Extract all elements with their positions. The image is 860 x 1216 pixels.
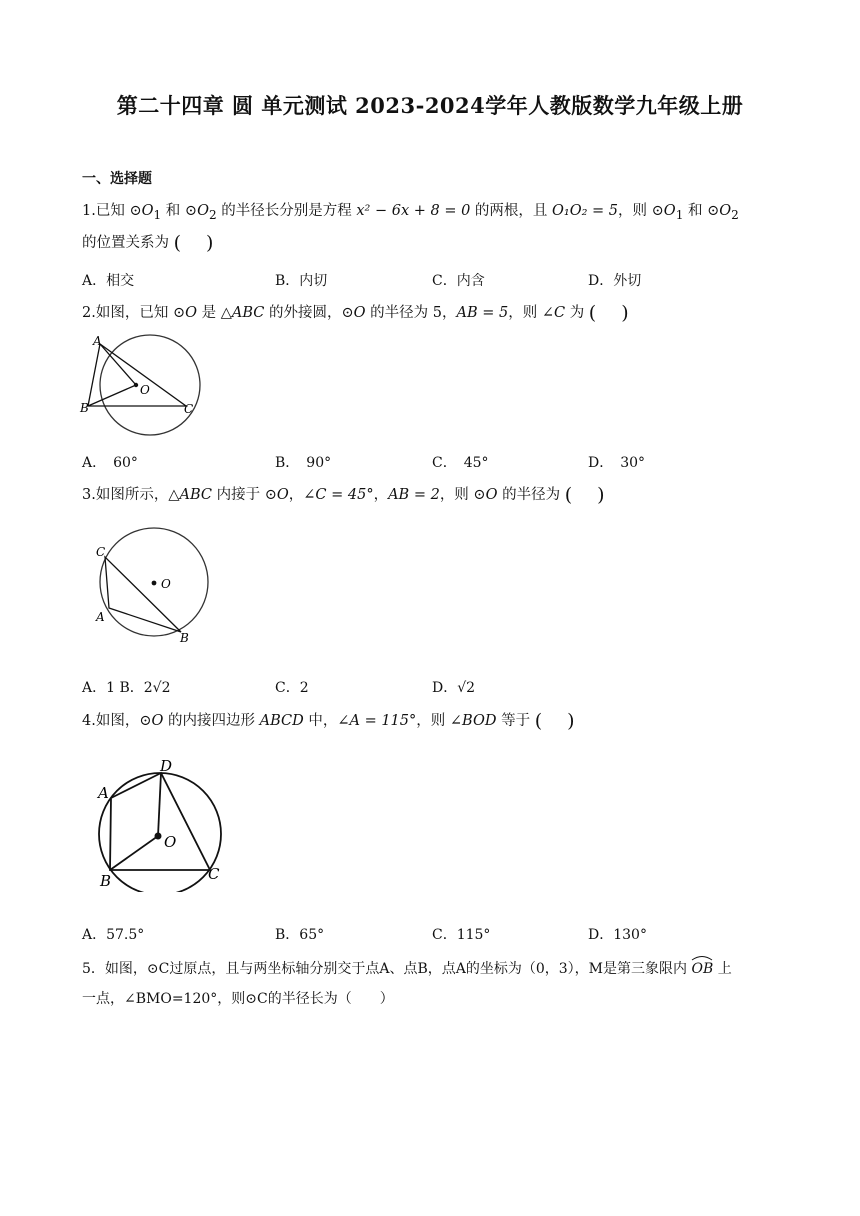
- q2-text-5: ，则: [508, 305, 538, 321]
- q4-text-3: 中，: [308, 713, 338, 729]
- question-number: 1.: [82, 203, 96, 219]
- answer-blank: ( ): [588, 302, 629, 324]
- circle-name: ⊙O: [264, 487, 289, 503]
- question-1-line-2: [82, 232, 213, 254]
- circle-name: ⊙O: [473, 487, 498, 503]
- q4-text-1: 如图，: [95, 713, 140, 729]
- q4-option-d: D．130°: [588, 927, 647, 943]
- question-4-line: [82, 710, 575, 732]
- q2-text-4: 的半径为 5，: [370, 305, 457, 321]
- q4-option-b: B．65°: [275, 927, 325, 943]
- angle-expression: ∠C = 45°: [303, 487, 374, 503]
- q2-text-3: 的外接圆，: [268, 305, 342, 321]
- label-c: C: [208, 865, 220, 883]
- q1-text-2: 的半径长分别是方程: [221, 203, 352, 219]
- radius-od: [158, 773, 161, 836]
- separator: ，: [288, 487, 304, 503]
- arc-mark: [691, 955, 713, 961]
- q3-text-3: ，则: [439, 487, 469, 503]
- quadrilateral-name: ABCD: [259, 713, 304, 729]
- arc-ob: [691, 958, 713, 980]
- question-5-line-1: [82, 958, 732, 980]
- subscript: 2: [208, 207, 217, 222]
- label-o: O: [161, 577, 171, 591]
- answer-blank: ( ): [173, 232, 214, 254]
- page-title: 第二十四章 圆 单元测试 2023-2024学年人教版数学九年级上册: [116, 93, 744, 118]
- q1-and: 和: [165, 203, 181, 219]
- label-a: A: [93, 334, 102, 348]
- q1-option-b: B．内切: [275, 273, 328, 289]
- q3-figure: [92, 526, 214, 644]
- section-heading: 一、选择题: [82, 171, 152, 187]
- angle-name: ∠BOD: [449, 713, 497, 729]
- q1-text-1: 已知: [95, 203, 125, 219]
- circle-symbol: ⊙: [184, 203, 198, 219]
- subscript: 1: [675, 207, 684, 222]
- radius-ob: [110, 836, 158, 870]
- circle-name: O: [719, 203, 732, 219]
- label-d: D: [160, 757, 173, 775]
- circle-name: O: [663, 203, 676, 219]
- q1-option-d: D．外切: [588, 273, 642, 289]
- arc-name: OB: [691, 961, 714, 977]
- label-c: C: [96, 545, 106, 559]
- q3-option-d: D．√2: [432, 680, 476, 696]
- label-b: B: [80, 401, 89, 415]
- q1-option-c: C．内含: [432, 273, 485, 289]
- q3-text-1: 如图所示，: [95, 487, 169, 503]
- circle-symbol: ⊙: [651, 203, 664, 219]
- q1-text-4: ，则: [618, 203, 648, 219]
- segment-length: AB = 2: [388, 487, 440, 503]
- circumcircle: [100, 335, 200, 435]
- circle-name: ⊙O: [172, 305, 197, 321]
- question-5-line-2: 一点，∠BMO=120°，则⊙C的半径长为（ ）: [82, 991, 394, 1007]
- q3-option-a-b: A．1 B．2√2: [82, 680, 171, 696]
- q2-option-c: C． 45°: [432, 455, 489, 471]
- circle-name: O: [141, 203, 154, 219]
- q2-option-a: A． 60°: [82, 455, 138, 471]
- center-point: [155, 833, 162, 840]
- label-c: C: [184, 402, 194, 416]
- subscript: 1: [153, 207, 162, 222]
- q2-option-b: B． 90°: [275, 455, 332, 471]
- label-o: O: [140, 383, 150, 397]
- circle-symbol: ⊙: [129, 203, 142, 219]
- segment-length: AB = 5: [456, 305, 509, 321]
- center-point: [152, 581, 157, 586]
- q2-text-6: 为: [569, 305, 585, 321]
- angle-expression: ∠A = 115°: [337, 713, 417, 729]
- label-o: O: [164, 833, 177, 851]
- q4-text-2: 的内接四边形: [168, 713, 255, 729]
- answer-blank: ( ): [564, 484, 605, 506]
- angle-name: ∠C: [541, 305, 566, 321]
- label-b: B: [100, 872, 112, 890]
- subscript: 2: [731, 207, 739, 222]
- q1-and: 和: [687, 203, 703, 219]
- circle-name: ⊙O: [341, 305, 366, 321]
- q5-text-1: 5．如图，⊙C过原点，且与两坐标轴分别交于点A、点B，点A的坐标为（0，3），M是第三象限内: [82, 961, 688, 977]
- q4-option-a: A．57.5°: [82, 927, 145, 943]
- q4-text-4: ，则: [416, 713, 446, 729]
- label-b: B: [180, 631, 189, 644]
- triangle-abc: [88, 344, 186, 406]
- question-number: 2.: [82, 305, 96, 321]
- question-number: 3.: [82, 487, 96, 503]
- label-a: A: [98, 784, 109, 802]
- center-point: [134, 383, 138, 387]
- q2-figure: [78, 332, 218, 440]
- q2-text-1: 如图，已知: [95, 305, 169, 321]
- q3-text-2: 内接于: [216, 487, 261, 503]
- label-a: A: [96, 610, 105, 624]
- equation: x² − 6x + 8 = 0: [356, 203, 471, 219]
- circle-name: ⊙O: [139, 713, 164, 729]
- question-number: 4.: [82, 713, 96, 729]
- q4-option-c: C．115°: [432, 927, 491, 943]
- answer-blank: ( ): [534, 710, 575, 732]
- q1-text-3: 的两根，且: [474, 203, 548, 219]
- q3-option-c: C．2: [275, 680, 309, 696]
- triangle-name: △ABC: [220, 305, 265, 321]
- radius-ob: [88, 385, 136, 406]
- q2-text-2: 是: [201, 305, 217, 321]
- q1-text-5: 的位置关系为: [82, 235, 169, 251]
- radius-oa: [100, 344, 136, 385]
- q1-option-a: A．相交: [82, 273, 135, 289]
- question-3-line: [82, 484, 605, 506]
- circle-name: O: [197, 203, 209, 219]
- distance-expression: O₁O₂ = 5: [552, 203, 619, 219]
- question-1-line-1: [82, 200, 739, 226]
- q2-option-d: D． 30°: [588, 455, 646, 471]
- q4-text-5: 等于: [501, 713, 531, 729]
- q5-text-2: 上: [717, 961, 732, 977]
- circle-symbol: ⊙: [707, 203, 720, 219]
- q3-text-4: 的半径为: [502, 487, 561, 503]
- question-2-line: [82, 302, 629, 324]
- triangle-name: △ABC: [168, 487, 212, 503]
- q4-figure: [92, 752, 232, 892]
- separator: ，: [373, 487, 389, 503]
